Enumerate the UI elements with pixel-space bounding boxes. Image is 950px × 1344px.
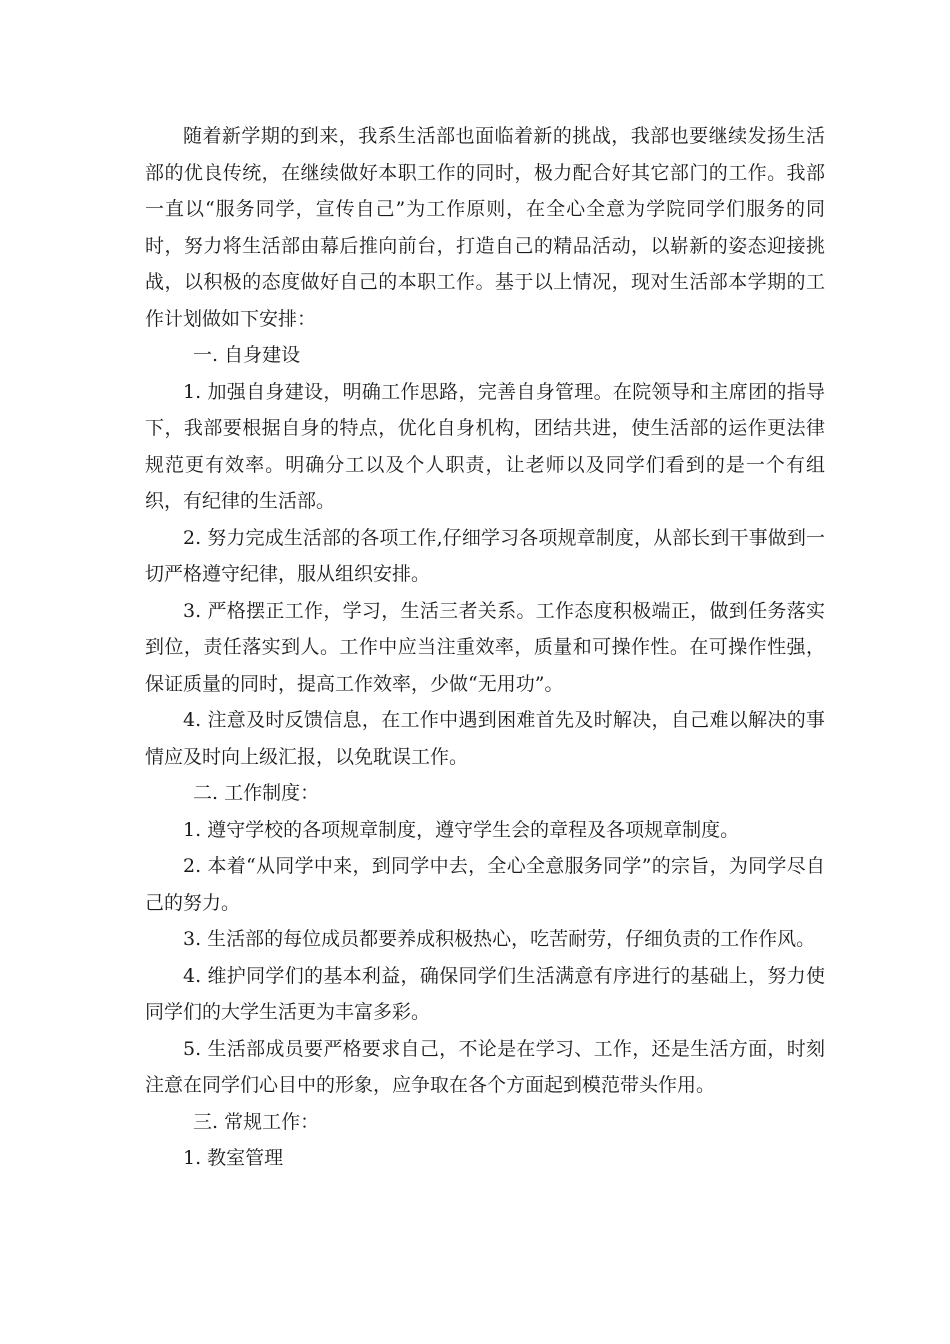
document-body	[145, 118, 825, 1177]
list-item: 1. 加强自身建设，明确工作思路，完善自身管理。在院领导和主席团的指导下，我部要根据自身的特点，优化自身机构，团结共进，使生活部的运作更法律规范更有效率。明确分工以及个人职责，让老师以及同学们看到的是一个有组织，有纪律的生活部。	[145, 380, 825, 512]
list-item: 1. 教室管理	[183, 1147, 284, 1169]
list-item: 2. 努力完成生活部的各项工作,仔细学习各项规章制度，从部长到干事做到一切严格遵守纪律，服从组织安排。	[145, 526, 825, 585]
section-heading-self-building: 一. 自身建设	[193, 344, 301, 366]
list-item: 3. 生活部的每位成员都要养成积极热心，吃苦耐劳，仔细负责的工作作风。	[183, 928, 816, 950]
list-item: 3. 严格摆正工作，学习，生活三者关系。工作态度积极端正，做到任务落实到位，责任落实到人。工作中应当注重效率，质量和可操作性。在可操作性强，保证质量的同时，提高工作效率，少做“无用功”。	[145, 599, 825, 695]
section-heading-work-rules: 二. 工作制度：	[193, 782, 320, 804]
list-item: 5. 生活部成员要严格要求自己，不论是在学习、工作，还是生活方面，时刻注意在同学们心目中的形象，应争取在各个方面起到模范带头作用。	[145, 1037, 825, 1096]
list-item: 4. 注意及时反馈信息，在工作中遇到困难首先及时解决，自己难以解决的事情应及时向上级汇报，以免耽误工作。	[145, 709, 825, 768]
list-item: 4. 维护同学们的基本利益，确保同学们生活满意有序进行的基础上，努力使同学们的大学生活更为丰富多彩。	[145, 964, 825, 1023]
list-item: 1. 遵守学校的各项规章制度，遵守学生会的章程及各项规章制度。	[183, 818, 740, 841]
intro-paragraph: 随着新学期的到来，我系生活部也面临着新的挑战，我部也要继续发扬生活部的优良传统，在继续做好本职工作的同时，极力配合好其它部门的工作。我部一直以“服务同学，宣传自己”为工作原则，在全心全意为学院同学们服务的同时，努力将生活部由幕后推向前台，打造自己的精品活动，以崭新的姿态迎接挑战，以积极的态度做好自己的本职工作。基于以上情况，现对生活部本学期的工作计划做如下安排：	[145, 125, 825, 330]
list-item: 2. 本着“从同学中来，到同学中去，全心全意服务同学”的宗旨，为同学尽自己的努力。	[145, 855, 825, 914]
section-heading-routine-work: 三. 常规工作：	[193, 1110, 320, 1133]
